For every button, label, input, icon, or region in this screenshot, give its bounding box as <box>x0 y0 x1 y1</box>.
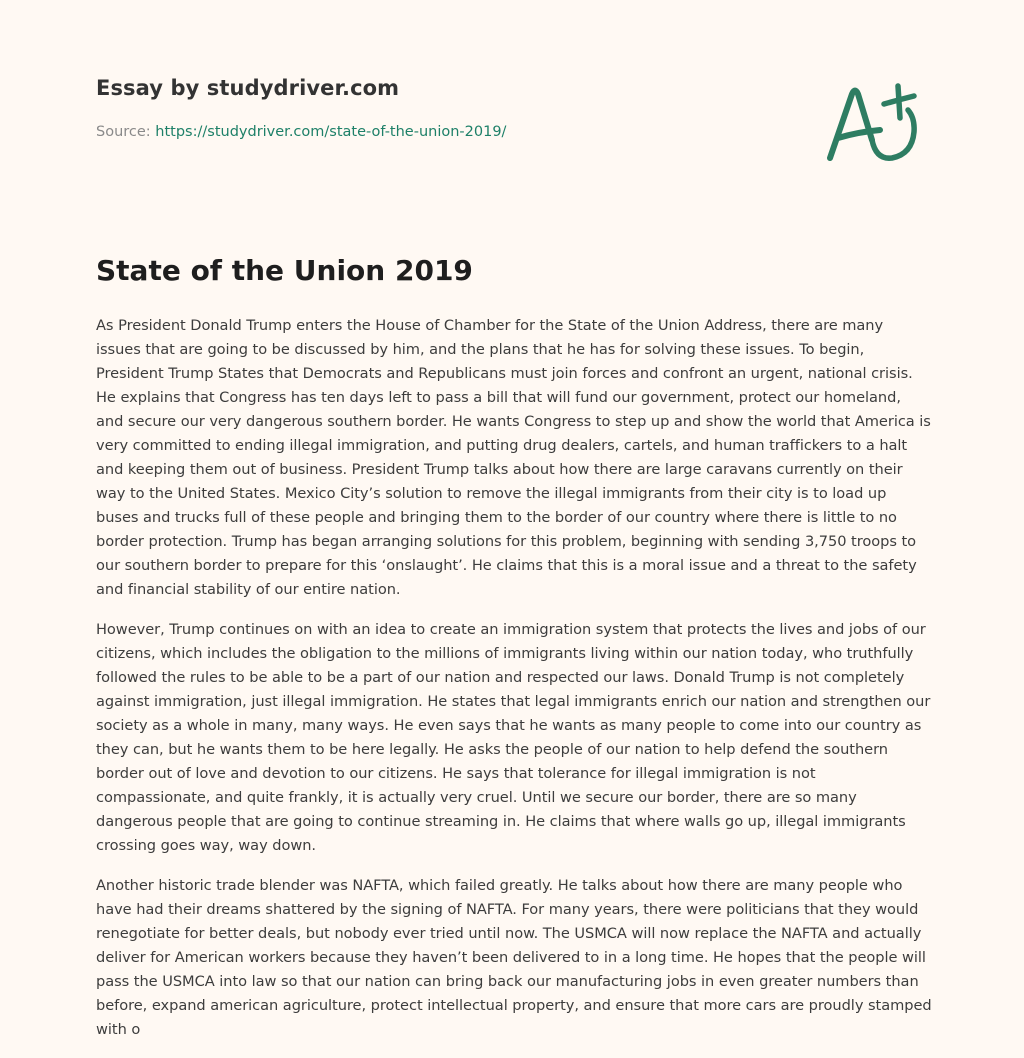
site-title: Essay by studydriver.com <box>96 76 400 100</box>
essay-title: State of the Union 2019 <box>96 254 473 287</box>
source-link[interactable]: https://studydriver.com/state-of-the-union-2019/ <box>155 124 507 140</box>
essay-paragraph: Another historic trade blender was NAFTA, which failed greatly. He talks about how there are many people who have had their dreams shattered by the signing of NAFTA. For many years, there were politicians that they would renegotiate for better deals, but nobody ever tried until now. The USMCA will now replace the NAFTA and actually deliver for American workers because they haven’t been delivered to in a long time. He hopes that the people will pass the USMCA into law so that our nation can bring back our manufacturing jobs in even greater numbers than before, expand american agriculture, protect intellectual property, and ensure that more cars are proudly stamped with o <box>96 877 932 1038</box>
source-label: Source: <box>96 124 156 140</box>
page-header <box>96 0 928 200</box>
essay-paragraph: However, Trump continues on with an idea to create an immigration system that protects the lives and jobs of our citizens, which includes the obligation to the millions of immigrants living within our nation today, who truthfully followed the rules to be able to be a part of our nation and respected our laws. Donald Trump is not completely against immigration, just illegal immigration. He states that legal immigrants enrich our nation and strengthen our society as a whole in many, many ways. He even says that he wants as many people to come into our country as they can, but he wants them to be here legally. He asks the people of our nation to help defend the southern border out of love and devotion to our citizens. He says that tolerance for illegal immigration is not compassionate, and quite frankly, it is actually very cruel. Until we secure our border, there are so many dangerous people that are going to continue streaming in. He claims that where walls go up, illegal immigrants crossing goes way, way down. <box>96 621 931 854</box>
essay-paragraph: As President Donald Trump enters the House of Chamber for the State of the Union Address, there are many issues that are going to be discussed by him, and the plans that he has for solving these issues. To begin, President Trump States that Democrats and Republicans must join forces and confront an urgent, national crisis. He explains that Congress has ten days left to pass a bill that will fund our government, protect our homeland, and secure our very dangerous southern border. He wants Congress to step up and show the world that America is very committed to ending illegal immigration, and putting drug dealers, cartels, and human traffickers to a halt and keeping them out of business. President Trump talks about how there are large caravans currently on their way to the United States. Mexico City’s solution to remove the illegal immigrants from their city is to load up buses and trucks full of these people and bringing them to the border of our country where there is little to no border protection. Trump has began arranging solutions for this problem, beginning with sending 3,750 troops to our southern border to prepare for this ‘onslaught’. He claims that this is a moral issue and a threat to the safety and financial stability of our entire nation. <box>96 317 931 598</box>
essay-body <box>96 314 932 1058</box>
source-line <box>96 124 506 140</box>
a-plus-grade-icon <box>818 62 928 172</box>
